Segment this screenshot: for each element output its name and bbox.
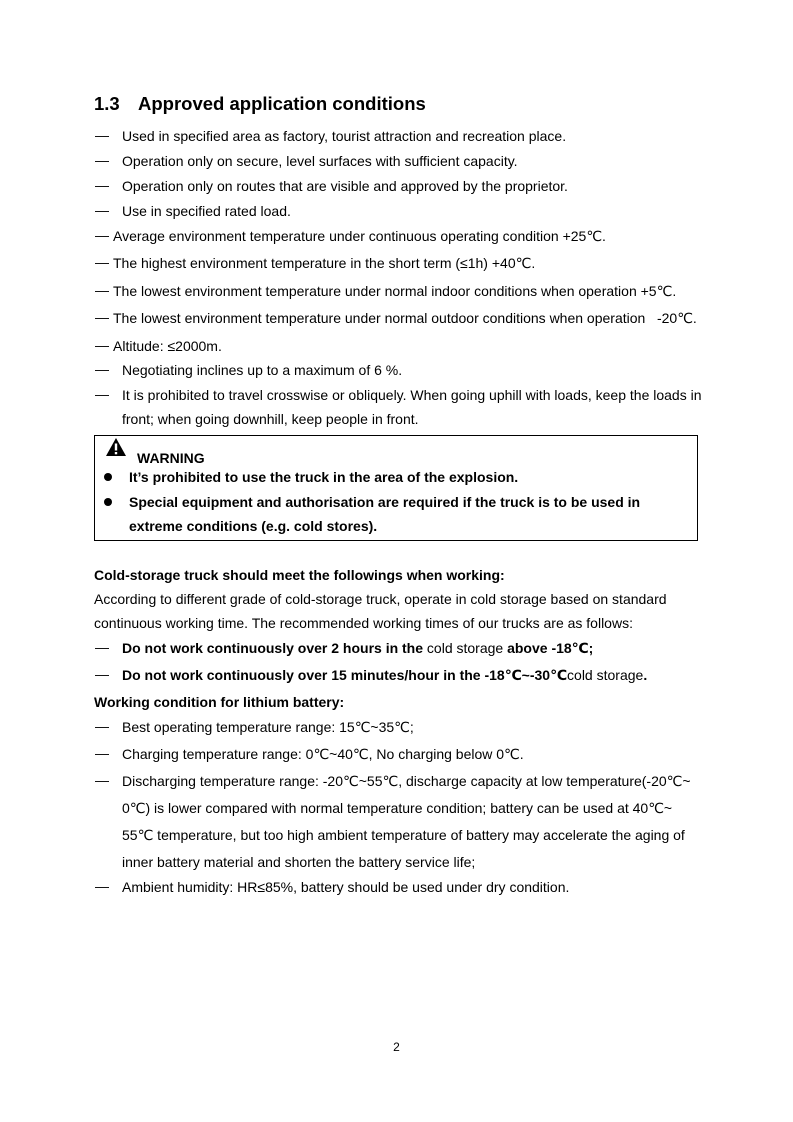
warning-bullet: It’s prohibited to use the truck in the area of the explosion. [129,469,519,485]
condition-item: The lowest environment temperature under normal indoor conditions when operation +5℃. [113,283,677,299]
list-dash: — [95,361,109,377]
list-dash: — [95,282,109,298]
list-dash: — [95,227,109,243]
condition-item: The highest environment temperature in the short term (≤1h) +40℃. [113,255,536,271]
warning-bullet-continued: extreme conditions (e.g. cold stores). [129,518,378,534]
condition-item: Used in specified area as factory, tourist attraction and recreation place. [122,128,567,144]
condition-item: Operation only on routes that are visible and approved by the proprietor. [122,178,568,194]
list-dash: — [95,152,109,168]
rule-bold-text: Do not work continuously over 15 minutes/hour in the -18℃~-30℃ [122,667,568,683]
lithium-item: Discharging temperature range: -20℃~55℃, discharge capacity at low temperature(-20℃~ [122,773,691,789]
list-dash: — [95,202,109,218]
lithium-item: Ambient humidity: HR≤85%, battery should be used under dry condition. [122,879,570,895]
warning-triangle-icon [105,437,127,457]
condition-item: Average environment temperature under continuous operating condition +25℃. [113,228,606,244]
warning-bullet: Special equipment and authorisation are required if the truck is to be used in [129,494,641,510]
cold-storage-heading: Cold-storage truck should meet the followings when working: [94,567,505,583]
condition-item: Altitude: ≤2000m. [113,338,222,354]
condition-item: It is prohibited to travel crosswise or obliquely. When going uphill with loads, keep the loads in [122,387,702,403]
condition-item: Use in specified rated load. [122,203,291,219]
list-dash: — [95,309,109,325]
condition-item: The lowest environment temperature under normal outdoor conditions when operation -20℃. [113,310,697,326]
bullet-dot [104,473,112,481]
lithium-item: Best operating temperature range: 15℃~35℃; [122,719,414,735]
lithium-item-continued: 0℃) is lower compared with normal temperature condition; battery can be used at 40℃~ [122,800,673,816]
list-dash: — [95,639,109,655]
section-title: Approved application conditions [138,93,426,114]
warning-title: WARNING [137,450,205,466]
list-dash: — [95,745,109,761]
list-dash: — [95,127,109,143]
lithium-item: Charging temperature range: 0℃~40℃, No charging below 0℃. [122,746,524,762]
list-dash: — [95,878,109,894]
cold-storage-rule [122,639,593,657]
rule-end-text: . [643,667,648,683]
list-dash: — [95,337,109,353]
cold-storage-intro-continued: continuous working time. The recommended working times of our trucks are as follows: [94,615,633,631]
bullet-dot [104,498,112,506]
lithium-item-continued: 55℃ temperature, but too high ambient temperature of battery may accelerate the aging of [122,827,685,843]
list-dash: — [95,772,109,788]
cold-storage-rule [122,666,647,684]
rule-normal-text: cold storage [423,640,508,656]
page-number: 2 [393,1040,400,1054]
section-number: 1.3 [94,93,120,114]
condition-item-continued: front; when going downhill, keep people in front. [122,411,419,427]
condition-item: Operation only on secure, level surfaces with sufficient capacity. [122,153,518,169]
section-heading [94,93,426,115]
lithium-heading: Working condition for lithium battery: [94,694,345,710]
rule-bold-text: Do not work continuously over 2 hours in the [122,640,424,656]
rule-bold-text: above -18℃; [507,640,594,656]
list-dash: — [95,386,109,402]
list-dash: — [95,718,109,734]
rule-normal-text: cold storage [567,667,644,683]
condition-item: Negotiating inclines up to a maximum of 6 %. [122,362,403,378]
list-dash: — [95,177,109,193]
list-dash: — [95,666,109,682]
cold-storage-intro: According to different grade of cold-storage truck, operate in cold storage based on standard [94,591,667,607]
list-dash: — [95,254,109,270]
lithium-item-continued: inner battery material and shorten the battery service life; [122,854,476,870]
